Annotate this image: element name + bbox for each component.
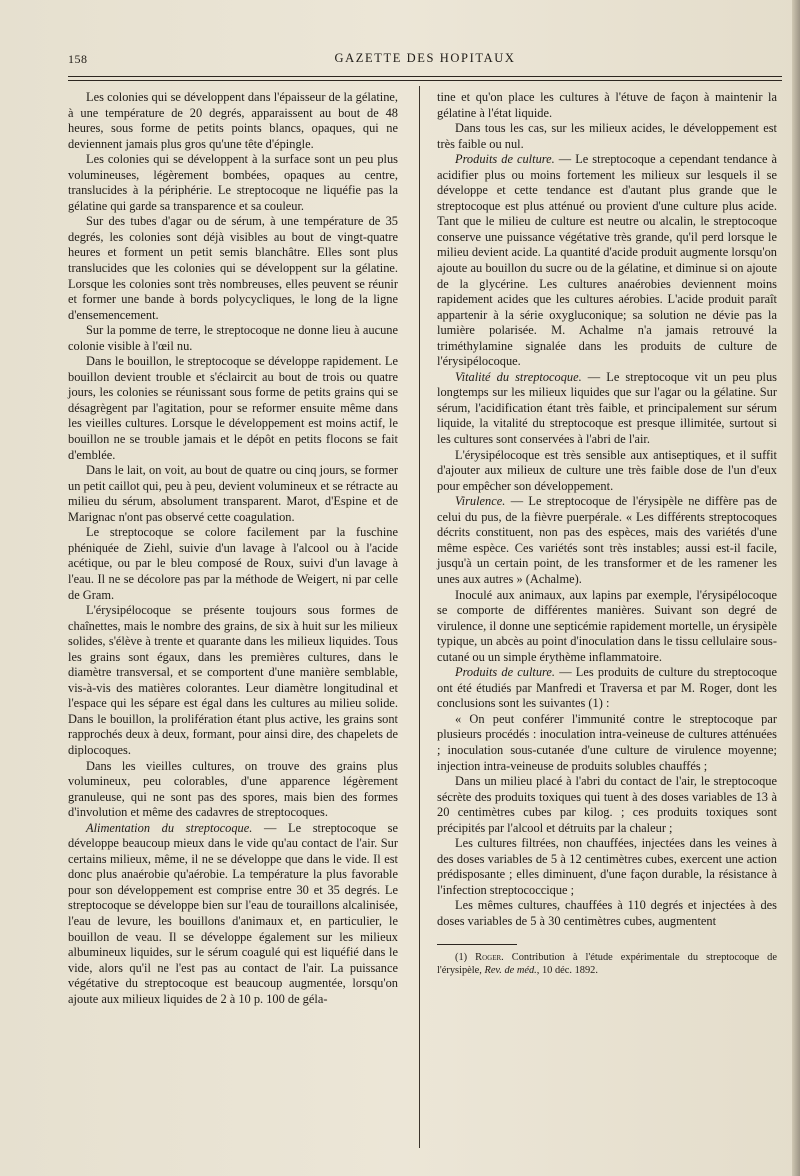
paragraph: Inoculé aux animaux, aux lapins par exemple, l'érysipélocoque se comporte de différentes manières. Suivant son degré de virulence, il donne une septicémie rapidement mortelle, un érysipèle typique, un abcès au point d'inoculation dans le tissu cellulaire sous-cutané ou un simple érythème inflammatoire. bbox=[437, 587, 777, 664]
section-heading: Virulence. bbox=[455, 494, 506, 509]
paragraph: Sur des tubes d'agar ou de sérum, à une température de 35 degrés, les colonies sont déjà visibles au bout de vingt-quatre heures et forment un petit semis blanchâtre. Elles sont plus translucides que les colonies qui se développent sur la gélatine. Lorsque les colonies sont très nombreuses, elles peuvent se réunir et former une bande à bords polycycliques, le long de la ligne d'ensemencement. bbox=[68, 214, 398, 322]
section-heading: Produits de culture. bbox=[455, 152, 555, 167]
paragraph: Dans le lait, on voit, au bout de quatre ou cinq jours, se former un petit caillot qui, peu à peu, devient volumineux et se rétracte au milieu du sérum, absolument transparent. Marot, d'Espine et de Marignac n'ont pas observé cette coagulation. bbox=[68, 463, 398, 524]
page-number: 158 bbox=[68, 52, 88, 66]
paragraph: Les cultures filtrées, non chauffées, injectées dans les veines à des doses variables de 5 à 12 centimètres cubes, exercent une action prédisposante ; elles diminuent, d'une façon durable, la résistance à l'infection streptococcique ; bbox=[437, 836, 777, 897]
footnote-author: Roger. bbox=[475, 951, 504, 963]
paragraph: Dans les vieilles cultures, on trouve des grains plus volumineux, peu colorables, d'une apparence légèrement granuleuse, qui ne sont pas des spores, mais bien des formes d'involution et même des cadavres de streptocoques. bbox=[68, 758, 398, 820]
paragraph: L'érysipélocoque est très sensible aux antiseptiques, et il suffit d'ajouter aux milieux de culture une très faible dose de l'un d'eux pour empêcher son développement. bbox=[437, 447, 777, 493]
header-rule bbox=[68, 76, 782, 81]
footnote-journal: Rev. de méd. bbox=[484, 964, 537, 976]
section-heading: Produits de culture. bbox=[455, 665, 556, 680]
footnote-marker: (1) bbox=[455, 951, 468, 963]
paragraph: Dans tous les cas, sur les milieux acides, le développement est très faible ou nul. bbox=[437, 121, 777, 151]
footnote: (1) Roger. Contribution à l'étude expérimentale du streptocoque de l'érysipèle, Rev. de méd., 10 déc. 1892. bbox=[437, 951, 777, 976]
paragraph: Les colonies qui se développent à la surface sont un peu plus volumineuses, légèrement bombées, opaques au centre, translucides à la périphérie. Le streptocoque ne liquéfie pas la gélatine qui garde sa transparence et sa couleur. bbox=[68, 152, 398, 213]
section-paragraph-produits: Produits de culture. — Le streptocoque a cependant tendance à acidifier plus ou moins fortement les milieux sur lesquels il se développe et cette tendance est d'autant plus grande que le streptocoque est plus atténué ou provient d'une culture plus acide. Tant que le milieu de culture est neutre ou alcalin, le streptocoque conserve une puissance végétative très grande, qu'il perd lorsque le milieu devient acide. La quantité d'acide produit augmente lorsqu'on ajoute au bouillon du sucre ou de la gélatine, et diminue si on ajoute de la glycérine. Les cultures anaérobies deviennent moins rapidement acides que les cultures aérobies. L'acide produit paraît appartenir à la série oxygluconique; sa solution ne dévie pas la lumière polarisée. M. Achalme n'a jamais retrouvé la triméthylamine signalée dans les produits de culture de l'érysipélocoque. bbox=[437, 152, 777, 369]
paragraph: Le streptocoque se colore facilement par la fuschine phéniquée de Ziehl, suivie d'un lavage à l'alcool ou à l'acide acétique, ou par le bleu composé de Roux, suivi d'un lavage à l'eau. Il ne se décolore pas par la méthode de Weigert, ni par celle de Gram. bbox=[68, 525, 398, 602]
page-header bbox=[68, 48, 782, 70]
running-title: GAZETTE DES HOPITAUX bbox=[334, 51, 516, 65]
paragraph: Dans un milieu placé à l'abri du contact de l'air, le streptocoque sécrète des produits toxiques qui tuent à des doses variables de 13 à 20 centimètres cubes par kilog. ; ces produits toxiques sont précipités par l'alcool et détruits par la chaleur ; bbox=[437, 774, 777, 835]
paragraph: Les colonies qui se développent dans l'épaisseur de la gélatine, à une température de 20 degrés, apparaissent au bout de 48 heures, sous forme de petits points blancs, opaques, qui ne deviennent jamais plus gros qu'une tête d'épingle. bbox=[68, 90, 398, 151]
left-column bbox=[68, 90, 398, 1007]
paragraph: « On peut conférer l'immunité contre le streptocoque par plusieurs procédés : inoculation intra-veineuse de cultures atténuées ; inoculation sous-cutanée d'une culture de virulence moyenne; injection intra-veineuse de produits solubles chauffés ; bbox=[437, 711, 777, 773]
footnote-rule bbox=[437, 944, 517, 945]
section-paragraph-virulence: Virulence. — Le streptocoque de l'érysipèle ne diffère pas de celui du pus, de la fièvre puerpérale. « Les différents streptocoques décrits constituent, non pas des espèces, mais des variétés d'une même espèce. Ces variétés sont très instables; aussi est-il facile, jusqu'à un certain point, de les transformer et de les ramener les unes aux autres » (Achalme). bbox=[437, 494, 777, 586]
paragraph: Sur la pomme de terre, le streptocoque ne donne lieu à aucune colonie visible à l'œil nu. bbox=[68, 323, 398, 353]
paragraph: Dans le bouillon, le streptocoque se développe rapidement. Le bouillon devient trouble et s'éclaircit au bout de trois ou quatre jours, les colonies se réunissant sous forme de petits grains qui se désagrègent par l'agitation, pour se reformer ensuite même dans les vieilles cultures. Lorsque le développement est moins actif, le bouillon ne se trouble jamais et le dépôt en petits flocons se fait d'emblée. bbox=[68, 354, 398, 462]
page-edge bbox=[792, 0, 800, 1176]
right-column bbox=[437, 90, 777, 977]
section-heading: Alimentation du streptocoque. bbox=[86, 820, 253, 835]
section-paragraph-vitalite: Vitalité du streptocoque. — Le streptocoque vit un peu plus longtemps sur les milieux liquides que sur l'agar ou la gélatine. Sur sérum, l'acidification étant très faible, et principalement sur sérum liquide, la vitalité du streptocoque est presque illimitée, surtout si les cultures sont conservées à l'abri de l'air. bbox=[437, 369, 777, 447]
section-heading: Vitalité du streptocoque. bbox=[455, 369, 582, 384]
section-paragraph-alimentation: Alimentation du streptocoque. — Le streptocoque se développe beaucoup mieux dans le vide qu'au contact de l'air. Sur certains milieux, même, il ne se développe que dans le vide. Il est donc plus anaérobie qu'aérobie. La température la plus favorable pour son développement est comprise entre 30 et 35 degrés. Le streptocoque se développe bien sur l'eau de touraillons alcalinisée, l'eau de levure, les bouillons d'animaux et, en particulier, le bouillon de veau. Il se développe également sur les milieux albumineux liquides, sur le sérum coagulé qui est liquéfié dans le vide, alors qu'il ne l'est pas au contact de l'air. La puissance végétative du streptocoque est beaucoup augmentée, lorsqu'on ajoute aux milieux liquides de 2 à 10 p. 100 de géla- bbox=[68, 820, 398, 1006]
paragraph-continued: tine et qu'on place les cultures à l'étuve de façon à maintenir la gélatine à l'état liquide. bbox=[437, 90, 777, 120]
column-divider bbox=[419, 86, 420, 1148]
section-paragraph-produits-2: Produits de culture. — Les produits de culture du streptocoque ont été étudiés par Manfredi et Traversa et par M. Roger, dont les conclusions sont les suivantes (1) : bbox=[437, 665, 778, 711]
paragraph: L'érysipélocoque se présente toujours sous formes de chaînettes, mais le nombre des grains, de six à huit sur les milieux solides, s'élève à trente et quarante dans les milieux liquides. Tous les grains sont égaux, dans les premières cultures, dans le diamètre transversal, et se comportent d'une manière semblable, vis-à-vis des matières colorantes. Leur diamètre longitudinal et l'espace qui les sépare est égal dans les cultures au milieu solide. Dans le bouillon, la prolifération étant plus active, les grains sont rapprochés deux à deux, formant, pour ainsi dire, des chapelets de diplocoques. bbox=[68, 603, 398, 757]
paragraph: Les mêmes cultures, chauffées à 110 degrés et injectées à des doses variables de 5 à 30 centimètres cubes, augmentent bbox=[437, 898, 777, 928]
